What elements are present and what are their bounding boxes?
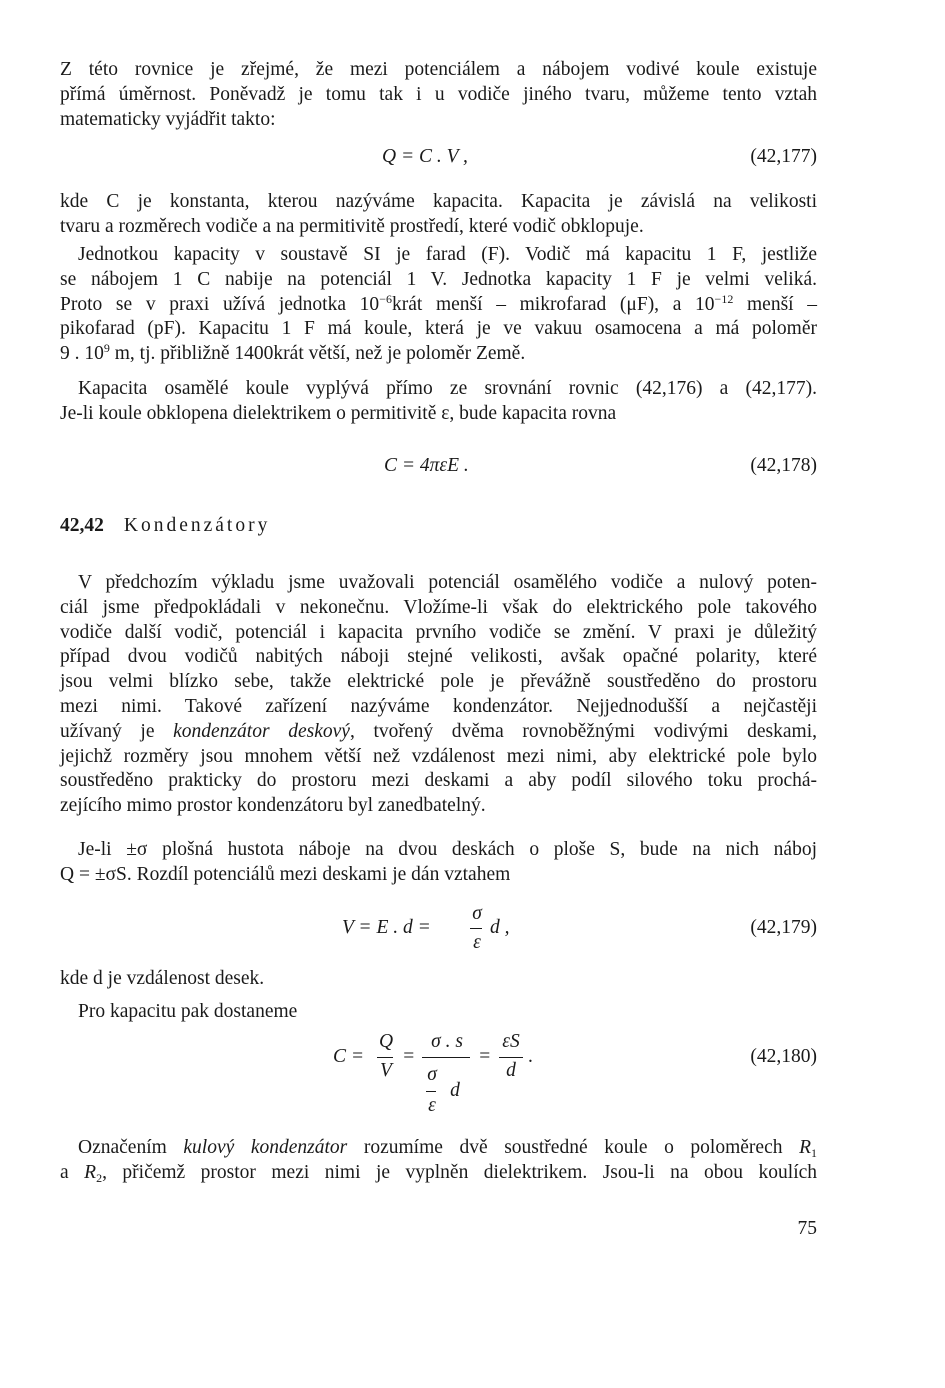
text-line: zejícího mimo prostor kondenzátoru byl zanedbatelný. bbox=[60, 795, 486, 817]
text-line: Kapacita osamělé koule vyplývá přímo ze srovnání rovnic (42,176) a (42,177). bbox=[78, 378, 817, 399]
equation-number-178: (42,178) bbox=[750, 455, 817, 476]
subscript: 1 bbox=[810, 1146, 817, 1160]
text-line: soustředěno prakticky do prostoru mezi deskami a aby podíl silového toku prochá- bbox=[60, 770, 817, 792]
text-fragment: užívaný je bbox=[60, 720, 174, 742]
text-line: Je-li koule obklopena dielektrikem o permitivitě ε, bude kapacita rovna bbox=[60, 402, 617, 424]
text-line: vodiče další vodič, potenciál i kapacita prvního vodiče se změní. V praxi je důležitý bbox=[60, 621, 817, 643]
section-heading bbox=[60, 515, 270, 537]
equals-sign: = bbox=[478, 1046, 492, 1067]
text-line: jsou velmi blízko sebe, takže elektrické pole je převážně soustředěno do prostoru bbox=[60, 671, 817, 693]
nested-fraction-denominator: ε bbox=[428, 1095, 436, 1116]
page-number: 75 bbox=[797, 1218, 817, 1239]
text-fragment: , tvořený dvěma rovnoběžnými vodivými deskami, bbox=[349, 720, 817, 742]
nested-fraction-numerator: σ bbox=[427, 1064, 437, 1085]
section-title: Kondenzátory bbox=[123, 515, 271, 536]
paragraph-1 bbox=[60, 58, 817, 132]
math-variable: R bbox=[84, 1161, 97, 1183]
equation-lhs: C = bbox=[333, 1046, 365, 1067]
equation-178: C = 4πεE . bbox=[384, 455, 469, 476]
exponent: −6 bbox=[379, 291, 392, 306]
text-line bbox=[60, 342, 817, 367]
fraction-numerator: εS bbox=[502, 1031, 520, 1052]
text-line bbox=[60, 720, 817, 745]
math-variable: R bbox=[799, 1137, 811, 1158]
fraction-denominator: V bbox=[380, 1060, 392, 1081]
text-fragment: 9 . 10 bbox=[60, 343, 104, 365]
text-line bbox=[60, 293, 817, 318]
text-fragment: Proto se v praxi užívá jednotka 10 bbox=[60, 293, 380, 315]
text-fragment: menší – bbox=[733, 293, 817, 315]
paragraph-4 bbox=[60, 377, 817, 427]
paragraph-9 bbox=[60, 1136, 817, 1186]
text-line: jejichž rozměry jsou mnohem větší než vzdálenost mezi nimi, aby elektrické pole bylo bbox=[60, 745, 817, 767]
document-page bbox=[60, 0, 817, 1388]
exponent: 9 bbox=[103, 341, 110, 356]
fraction-numerator: σ . s bbox=[431, 1031, 463, 1052]
text-line: případ dvou vodičů nabitých náboji stejné velikosti, avšak opačné polarity, které bbox=[60, 646, 817, 668]
text-line: V předchozím výkladu jsme uvažovali potenciál osamělého vodiče a nulový poten- bbox=[78, 572, 817, 593]
equation-rhs: d , bbox=[490, 917, 510, 938]
equation-lhs: V = E . d = bbox=[342, 917, 431, 938]
text-fragment: a bbox=[60, 1161, 85, 1183]
fraction-bar bbox=[499, 1057, 523, 1058]
equation-number-180: (42,180) bbox=[750, 1046, 817, 1067]
text-line: tvaru a rozměrech vodiče a na permitivitě prostředí, které vodič obklopuje. bbox=[60, 215, 644, 237]
paragraph-3 bbox=[60, 243, 817, 367]
text-fragment: , přičemž prostor mezi nimi je vyplněn dielektrikem. Jsou-li na obou koulích bbox=[102, 1161, 818, 1183]
text-line bbox=[60, 1161, 817, 1186]
text-line: ciál jsme předpokládali v nekonečnu. Vložíme-li však do elektrického pole takového bbox=[60, 596, 817, 618]
fraction-bar bbox=[470, 928, 482, 929]
text-line: kde C je konstanta, kterou nazýváme kapacita. Kapacita je závislá na velikosti bbox=[60, 191, 817, 212]
text-line: přímá úměrnost. Poněvadž je tomu tak i u vodiče jiného tvaru, můžeme tento vztah bbox=[60, 83, 817, 105]
paragraph-6 bbox=[60, 838, 817, 888]
equals-sign: = bbox=[402, 1046, 416, 1067]
fraction-denominator: ε bbox=[473, 932, 481, 953]
exponent: −12 bbox=[714, 291, 734, 306]
fraction-numerator: σ bbox=[472, 903, 482, 924]
text-line: pikofarad (pF). Kapacitu 1 F má koule, která je ve vakuu osamocena a má poloměr bbox=[60, 318, 817, 340]
paragraph-7 bbox=[60, 967, 817, 992]
text-line bbox=[60, 1136, 817, 1161]
equation-number-179: (42,179) bbox=[750, 917, 817, 938]
equation-177: Q = C . V , bbox=[382, 146, 468, 167]
text-line: se nábojem 1 C nabije na potenciál 1 V. Jednotka kapacity 1 F je velmi veliká. bbox=[60, 268, 817, 290]
text-line: Q = ±σS. Rozdíl potenciálů mezi deskami je dán vztahem bbox=[60, 863, 511, 885]
equation-number-177: (42,177) bbox=[750, 146, 817, 167]
text-line: Jednotkou kapacity v soustavě SI je farad (F). Vodič má kapacitu 1 F, jestliže bbox=[78, 244, 817, 265]
text-line: mezi nimi. Takové zařízení nazýváme kondenzátor. Nejjednodušší a nejčastěji bbox=[60, 695, 817, 717]
text-fragment: krát menší – mikrofarad (μF), a 10 bbox=[391, 293, 715, 315]
nested-fraction-bar bbox=[426, 1091, 436, 1092]
text-fragment: Označením bbox=[78, 1137, 184, 1158]
text-line: Je-li ±σ plošná hustota náboje na dvou deskách o ploše S, bude na nich náboj bbox=[78, 839, 817, 860]
paragraph-2 bbox=[60, 190, 817, 240]
fraction-bar bbox=[377, 1057, 393, 1058]
subscript: 2 bbox=[96, 1170, 103, 1185]
section-number: 42,42 bbox=[60, 515, 104, 536]
paragraph-8 bbox=[60, 1000, 817, 1025]
fraction-bar bbox=[422, 1057, 470, 1058]
text-line: matematicky vyjádřit takto: bbox=[60, 108, 276, 130]
fraction-numerator: Q bbox=[378, 1031, 394, 1052]
text-line: kde d je vzdálenost desek. bbox=[60, 968, 265, 989]
text-line: Pro kapacitu pak dostaneme bbox=[78, 1001, 298, 1022]
emphasis-term: kondenzátor deskový bbox=[173, 720, 350, 742]
paragraph-5 bbox=[60, 571, 817, 819]
fraction-denominator-variable: d bbox=[450, 1080, 460, 1101]
emphasis-term: kulový kondenzátor bbox=[183, 1137, 348, 1158]
text-line: Z této rovnice je zřejmé, že mezi potenciálem a nábojem vodivé koule existuje bbox=[60, 59, 817, 80]
text-fragment: rozumíme dvě soustředné koule o poloměrech bbox=[347, 1137, 800, 1158]
text-fragment: m, tj. přibližně 1400krát větší, než je poloměr Země. bbox=[109, 343, 526, 365]
fraction-denominator: d bbox=[506, 1060, 516, 1081]
equation-period: . bbox=[528, 1046, 533, 1067]
